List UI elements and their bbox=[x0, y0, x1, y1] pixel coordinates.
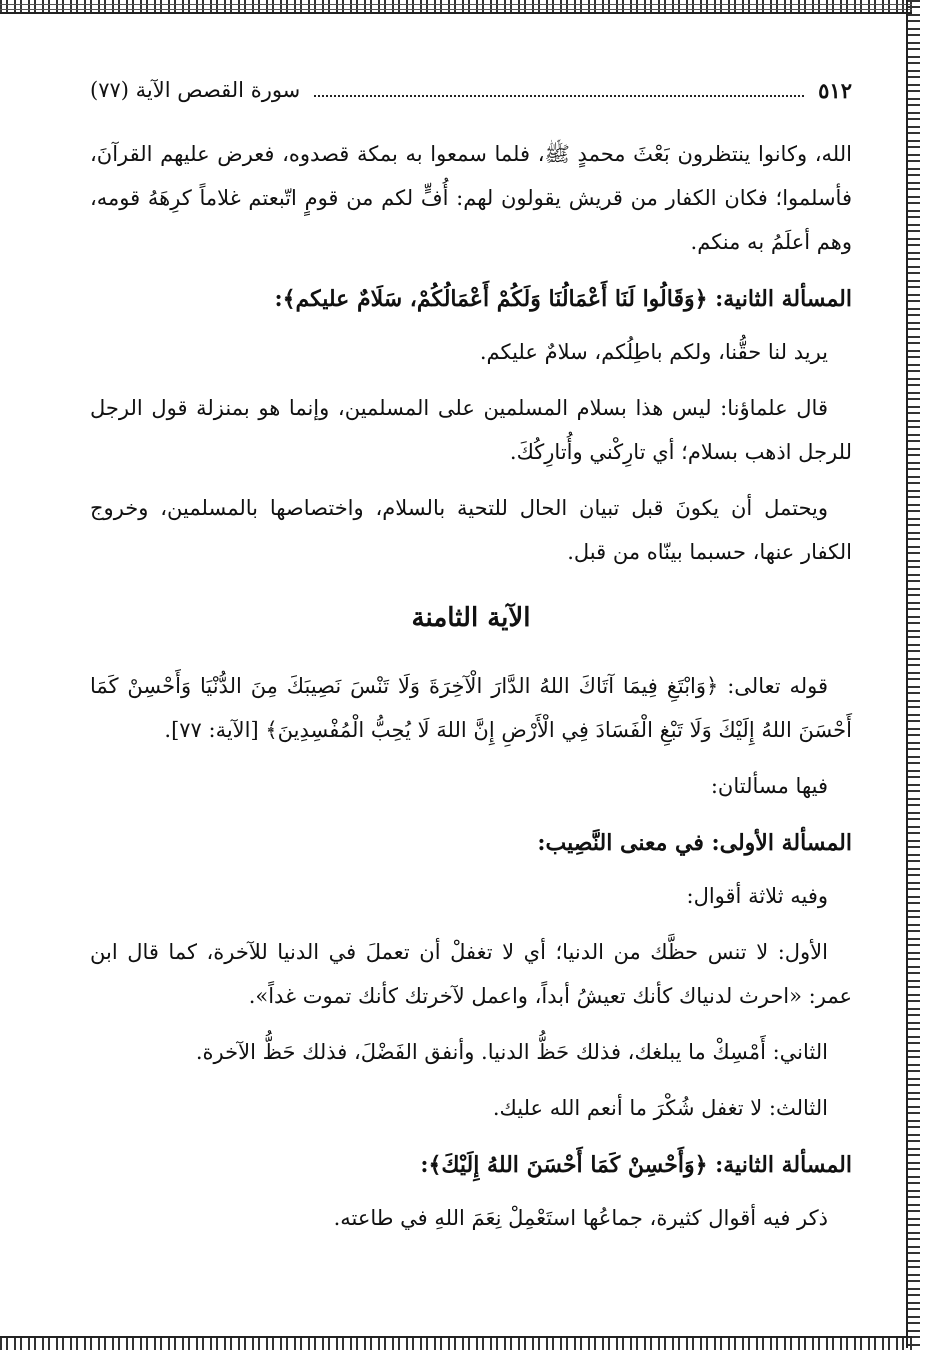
issue-heading: المسألة الثانية: ﴿وَقَالُوا لَنَا أَعْمَالُنَا وَلَكُمْ أَعْمَالُكُمْ، سَلَامٌ عليكم﴾: bbox=[274, 286, 852, 312]
paragraph: قال علماؤنا: ليس هذا بسلام المسلمين على المسلمين، وإنما هو بمنزلة قول الرجل للرجل اذهب بسلام؛ أي تارِكْني وأُتارِكُكَ. bbox=[90, 396, 852, 464]
page-number: ٥١٢ bbox=[818, 77, 852, 103]
issue-heading: المسألة الثانية: ﴿وَأَحْسِنْ كَمَا أَحْسَنَ اللهُ إِلَيْكَ﴾: bbox=[420, 1152, 852, 1178]
paragraph: الله، وكانوا ينتظرون بَعْثَ محمدٍ ﷺ، فلما سمعوا به بمكة قصدوه، فعرض عليهم القرآنَ، فأسلموا؛ فكان الكفار من قريش يقولون لهم: أُفٍّ لكم من قومٍ اتّبعتم غلاماً كرِهَهُ قومه، وهم أعلَمُ به منكم. bbox=[90, 142, 852, 254]
running-header bbox=[90, 70, 852, 110]
paragraph: الأول: لا تنس حظَّك من الدنيا؛ أي لا تغفلْ أن تعملَ في الدنيا للآخرة، كما قال ابن عمر: «احرث لدنياك كأنك تعيشُ أبداً، واعمل لآخرتك كأنك تموت غداً». bbox=[90, 940, 852, 1008]
paragraph: وفيه ثلاثة أقوال: bbox=[686, 884, 828, 908]
page-content bbox=[90, 70, 852, 1252]
page-border-top bbox=[0, 0, 912, 14]
paragraph: ذكر فيه أقوال كثيرة، جماعُها استَعْمِلْ نِعَمَ اللهِ في طاعته. bbox=[333, 1206, 828, 1230]
header-title: سورة القصص الآية (٧٧) bbox=[90, 78, 301, 102]
issue-heading: المسألة الأولى: في معنى النَّصِيب: bbox=[537, 830, 852, 856]
paragraph: فيها مسألتان: bbox=[710, 774, 828, 798]
paragraph: الثاني: أَمْسِكْ ما يبلغك، فذلك حَظُّ الدنيا. وأنفق الفَضْلَ، فذلك حَظُّ الآخرة. bbox=[195, 1040, 828, 1064]
verse-paragraph: قوله تعالى: ﴿وَابْتَغِ فِيمَا آتَاكَ اللهُ الدَّارَ الْآخِرَةَ وَلَا تَنْسَ نَصِيبَكَ مِنَ الدُّنْيَا وَأَحْسِنْ كَمَا أَحْسَنَ اللهُ إِلَيْكَ وَلَا تَبْغِ الْفَسَادَ فِي الْأَرْضِ إِنَّ اللهَ لَا يُحِبُّ الْمُفْسِدِينَ﴾ [الآية: ٧٧]. bbox=[90, 674, 852, 742]
paragraph: الثالث: لا تغفل شُكْرَ ما أنعم الله عليك. bbox=[492, 1096, 828, 1120]
paragraph: ويحتمل أن يكونَ قبل تبيان الحال للتحية بالسلام، واختصاصها بالمسلمين، وخروج الكفار عنها، حسبما بينّاه من قبل. bbox=[90, 496, 852, 564]
paragraph: يريد لنا حقُّنا، ولكم باطِلُكم، سلامٌ عليكم. bbox=[479, 340, 828, 364]
page-border-bottom bbox=[0, 1336, 912, 1350]
page-border-right bbox=[906, 0, 920, 1348]
section-title: الآية الثامنة bbox=[411, 603, 531, 633]
header-leader-dots bbox=[314, 83, 804, 97]
